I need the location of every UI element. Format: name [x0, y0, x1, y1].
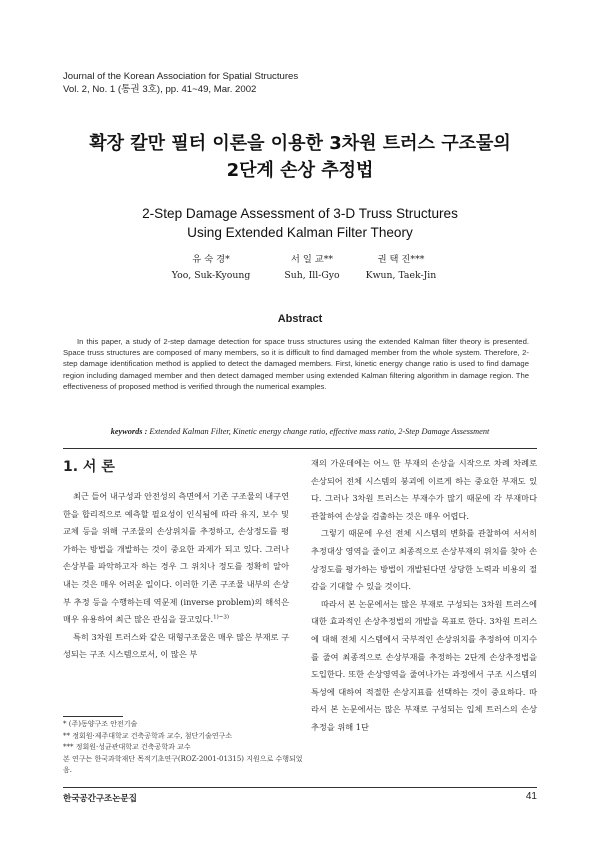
body-paragraph-text: 최근 들어 내구성과 안전성의 측면에서 기존 구조물의 내구연한을 합리적으로 예측할 필요성이 인식됨에 따라 유지, 보수 및 교체 등을 위해 구조물의 손상위치를 추정하고, 손상정도를 평가하는 방법을 개발하는 것이 중요한 과제가 되고 있다. 그러나 손상부를 파악하고자 하는 경우 그 위치나 정도를 정확히 알아내는 것은 매우 어려운 일이다. 이러한 기존 구조물 내부의 손상부 추정 등을 수행하는데 역문제 (inverse problem)의 해석은 매우 유용하여 최근 많은 관심을 끌고있다. [63, 491, 289, 625]
author-3-korean: 권 택 진*** [377, 254, 425, 265]
author-list [0, 252, 600, 284]
author-3 [358, 252, 444, 284]
footnote-1: * (주)동양구조 안전기술 [63, 720, 138, 728]
section-1-heading: 1. 서 론 [63, 459, 115, 475]
footer-divider [63, 787, 537, 788]
abstract-text: In this paper, a study of 2-step damage detection for space truss structures using the extended Kalman filter theory is presented. Space truss structures are composed of many members, so it is difficult to find damaged member from the whole system. Therefore, 2-step damage identification method is applied to detect the damaged members. First, kinetic energy change ratio is used to find damage region including damaged member and then detect damaged member using extended Kalman filtering algorithm in damage region. The effectiveness of proposed method is verified through the numerical examples. [63, 337, 529, 391]
body-paragraph: 따라서 본 논문에서는 많은 부재로 구성되는 3차원 트러스에 대한 효과적인 손상추정법의 개발을 목표로 한다. 3차원 트러스에 대해 전체 시스템에서 국부적인 손상위치를 추정하여 미지수를 줄여 최종적으로 손상부재를 추정하는 2단계 손상추정법을 도입한다. 또한 손상영역을 줄여나가는 과정에서 구조 시스템의 특성에 대하여 적절한 손상지표를 선택하는 것이 중요하다. 따라서 본 논문에서는 많은 부재로 구성되는 입체 트러스의 손상추정을 위해 1단 [311, 598, 537, 732]
body-right-column [311, 455, 537, 737]
body-left-column [63, 488, 289, 664]
keywords-text: Extended Kalman Filter, Kinetic energy change ratio, effective mass ratio, 2-Step Damage Assessment [149, 427, 490, 436]
korean-title-line-1: 확장 칼만 필터 이론을 이용한 3차원 트러스 구조물의 [89, 133, 511, 154]
english-title-line-2: Using Extended Kalman Filter Theory [187, 225, 413, 240]
english-title [0, 204, 600, 242]
body-paragraph: 그렇기 때문에 우선 전체 시스템의 변화를 관찰하여 서서히 추정대상 영역을 줄이고 최종적으로 손상부재의 위치를 찾아 손상정도를 평가하는 방법이 개발된다면 상당한 노력과 비용의 절감을 기대할 수 있을 것이다. [311, 528, 537, 592]
author-2-korean: 서 일 교** [290, 254, 334, 265]
footer-journal-name: 한국공간구조논문집 [63, 794, 137, 804]
journal-header [63, 70, 298, 96]
body-paragraph [63, 488, 289, 629]
author-2 [269, 252, 355, 284]
english-title-line-1: 2-Step Damage Assessment of 3-D Truss Structures [142, 206, 458, 221]
journal-line-1: Journal of the Korean Association for Spatial Structures [63, 71, 299, 82]
reference-marker: 1)~3) [213, 614, 229, 621]
author-1 [156, 252, 266, 284]
page-number: 41 [525, 791, 537, 802]
keywords-line [63, 426, 537, 438]
abstract-heading: Abstract [277, 313, 323, 325]
author-1-korean: 유 숙 경* [192, 254, 230, 265]
footnotes [63, 719, 303, 777]
abstract-divider [63, 448, 537, 449]
author-1-english: Yoo, Suk-Kyoung [171, 270, 251, 281]
korean-title [0, 130, 600, 184]
body-paragraph: 재의 가운데에는 어느 한 부재의 손상을 시작으로 차례 차례로 손상되어 전체 시스템의 붕괴에 이르게 하는 중요한 부재도 있다. 그러나 3차원 트러스는 부재수가 많기 때문에 각 부재마다 관찰하여 손상을 검출하는 것은 매우 어렵다. [311, 458, 537, 521]
footnote-divider [63, 716, 123, 717]
korean-title-line-2: 2단계 손상 추정법 [226, 160, 374, 181]
keywords-label: keywords : [110, 427, 148, 436]
journal-line-2: Vol. 2, No. 1 (통권 3호), pp. 41~49, Mar. 2002 [63, 84, 257, 95]
footnote-3: *** 정회원·성균관대학교 건축공학과 교수 [63, 743, 191, 752]
body-paragraph: 특히 3차원 트러스와 같은 대형구조물은 매우 많은 부재로 구성되는 구조 시스템으로서, 이 많은 부 [63, 631, 289, 660]
footnote-4: 본 연구는 한국과학재단 목적기초연구(ROZ-2001-01315) 지원으로 수행되었음. [63, 754, 303, 775]
author-3-english: Kwun, Taek-Jin [365, 270, 437, 281]
author-2-english: Suh, Ill-Gyo [284, 270, 340, 281]
footnote-2: ** 정회원·제주대학교 건축공학과 교수, 첨단기술연구소 [63, 731, 233, 740]
